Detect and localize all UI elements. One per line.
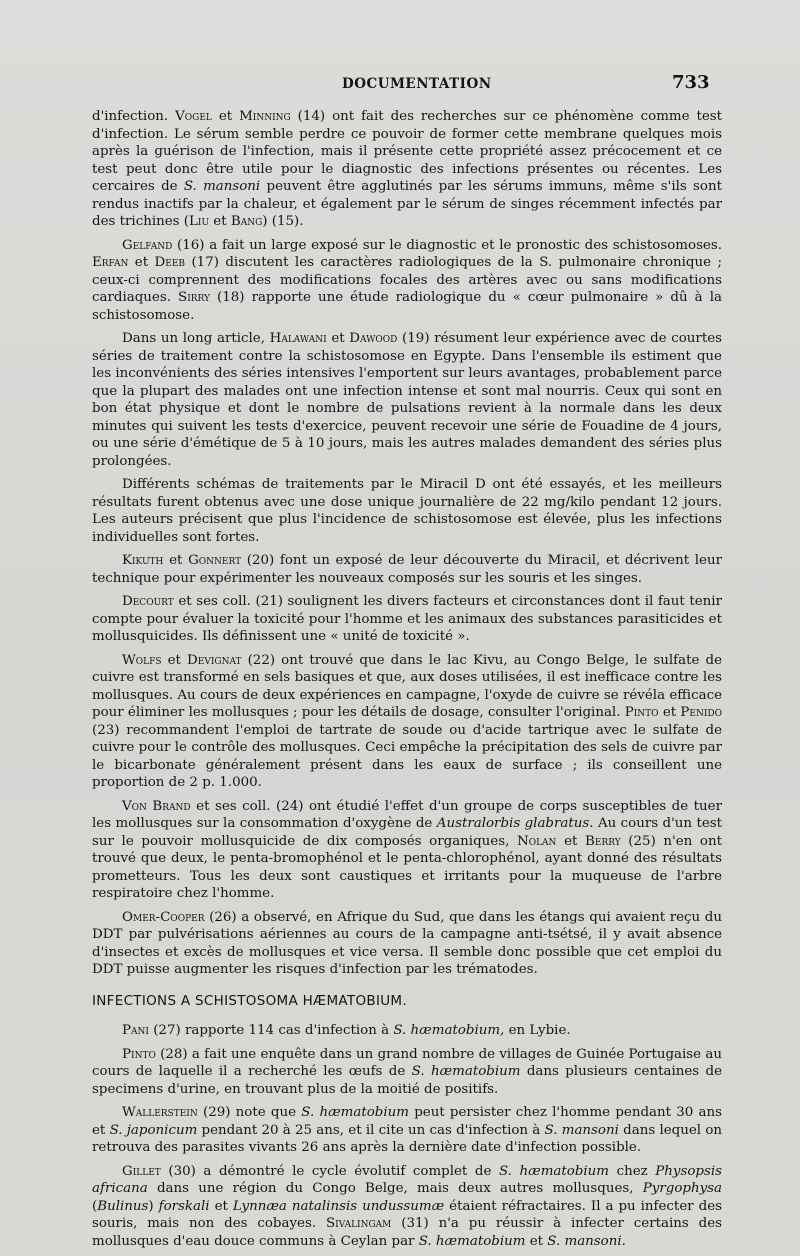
italic-term: S. hæmatobium	[418, 1233, 526, 1249]
italic-term: S. japonicum	[109, 1122, 198, 1138]
italic-term: Australorbis glabratus.	[436, 816, 594, 831]
text-run: Dans un long article,	[122, 331, 270, 346]
author-name: Gillet	[122, 1163, 161, 1179]
author-name: Dawood	[349, 331, 398, 346]
text-run: d'infection.	[92, 109, 176, 124]
author-name: Erfan	[92, 255, 129, 270]
paragraph-group-section	[92, 1022, 722, 1250]
text-run: pendant 20 à 25 ans, et il cite un cas d'infection à	[197, 1122, 545, 1138]
text-run: dans plusieurs centaines de specimens d'urine, en trouvant plus de la moitié de positifs.	[92, 1064, 722, 1097]
text-run: et	[163, 553, 189, 568]
paragraph	[92, 237, 722, 325]
author-name: Von Brand	[122, 798, 191, 814]
text-run: ) (15).	[262, 214, 304, 229]
author-name: Pani	[122, 1023, 149, 1038]
author-name: Nolan	[516, 833, 557, 849]
author-name: Gelfand	[122, 237, 173, 253]
running-title: DOCUMENTATION	[342, 76, 492, 92]
text-run: et	[556, 833, 586, 849]
page-header	[0, 72, 800, 96]
paragraph-group-main	[92, 108, 722, 979]
text-run: peut persister chez l'homme pendant 30 ans et	[92, 1105, 722, 1138]
text-run: (31) n'a pu réussir à infecter certains des mollusques d'eau douce communs à Ceylan par	[92, 1216, 723, 1249]
text-run: (29) note que	[197, 1105, 302, 1120]
text-run: (23) recommandent l'emploi de tartrate de soude ou d'acide tartrique avec le sulfate de cuivre pour le contrôle des mollusques. Ceci empêche la précipitation des sels de cuivre par le bicarbonate généralement présent dans les eaux de surface ; ils conseillent une proportion de 2 p. 1.000.	[92, 722, 722, 790]
text-run: peuvent être agglutinés par les sérums immuns, même s'ils sont rendus inactifs par la chaleur, et également par le sérum de singes récemment infectés par des trichines (	[92, 179, 722, 229]
italic-term: Bulinus	[97, 1198, 149, 1214]
paragraph	[92, 476, 722, 546]
italic-term: Pyrgophysa	[642, 1181, 722, 1196]
text-run: et	[326, 331, 350, 346]
text-run: et	[209, 214, 231, 229]
author-name: Sirry	[178, 290, 210, 305]
text-run: (25) n'en ont trouvé que deux, le penta-bromophénol et le penta-chlorophénol, ayant donné des résultats prometteurs. Tous les deux sont caustiques et irritants pour la muqueuse de l'arbre respiratoire chez l'homme.	[92, 833, 722, 901]
author-name: Minning	[239, 109, 291, 124]
italic-term: Physopsis africana	[92, 1163, 722, 1196]
author-name: Halawani	[269, 331, 327, 346]
paragraph	[92, 1163, 722, 1251]
paragraph	[92, 330, 722, 470]
text-run: dans lequel on retrouva des parasites vivants 26 ans après la dernière date d'infection possible.	[92, 1122, 723, 1155]
text-run: (17) discutent les caractères radiologiques de la S. pulmonaire chronique ; ceux-ci comprennent des modifications focales des artères avec ou sans modifications cardiaques.	[92, 255, 722, 305]
text-run: (19) résument leur expérience avec de courtes séries de traitement contre la schistosomose en Egypte. Dans l'ensemble ils estiment que les inconvénients des séries intensives l'emportent sur leurs avantages, probablement parce que la plupart des malades ont une infection intense et sont mal nourris. Ceux qui sont en bon état physique et dont le nombre de pulsations revient à la normale dans les deux minutes qui suivent les tests d'exercice, peuvent recevoir une série de Fouadine de 4 jours, ou une série d'émétique de 5 à 10 jours, mais les autres malades demandent des séries plus prolongées.	[92, 331, 723, 469]
text-run: et ses coll. (24) ont étudié l'effet d'un groupe de corps susceptibles de tuer les mollusques sur la consommation d'oxygène de	[92, 798, 723, 831]
paragraph	[92, 909, 722, 979]
author-name: Pinto	[122, 1046, 156, 1062]
author-name: Wallerstein	[122, 1105, 198, 1120]
text-run: (30) a démontré le cycle évolutif complet de	[160, 1163, 499, 1179]
author-name: Vogel	[175, 109, 212, 124]
text-run: Différents schémas de traitements par le Miracil D ont été essayés, et les meilleurs résultats furent obtenus avec une dose unique journalière de 22 mg/kilo pendant 12 jours. Les auteurs précisent que plus l'incidence de schistosomose est élevée, plus les infections individuelles sont fortes.	[92, 477, 722, 545]
author-name: Devignat	[187, 652, 242, 668]
paragraph	[92, 552, 722, 587]
paragraph	[92, 593, 722, 646]
text-run: et	[525, 1233, 548, 1249]
italic-term: S. hæmatobium	[301, 1105, 409, 1120]
text-run: (27) rapporte 114 cas d'infection à	[148, 1023, 394, 1038]
author-name: Deeb	[154, 255, 186, 270]
text-run: (16) a fait un large exposé sur le diagnostic et le pronostic des schistosomoses.	[172, 237, 722, 253]
author-name: Penido	[680, 705, 722, 720]
author-name: Liu	[189, 214, 210, 229]
italic-term: S. hæmatobium	[411, 1064, 521, 1079]
body-text	[92, 108, 722, 1256]
text-run: et	[128, 255, 155, 270]
text-run: (18) rapporte une étude radiologique du « cœur pulmonaire » dû à la schistosomose.	[92, 290, 722, 323]
section-title: INFECTIONS A SCHISTOSOMA HÆMATOBIUM.	[92, 992, 407, 1009]
text-run: (28) a fait une enquête dans un grand nombre de villages de Guinée Portugaise au cours de laquelle il a recherché les œufs de	[92, 1046, 722, 1079]
paragraph	[92, 652, 722, 792]
text-run: Au cours d'un test sur le pouvoir mollusquicide de dix composés organiques,	[92, 816, 723, 849]
text-run: en Lybie.	[504, 1023, 571, 1038]
text-run: )	[148, 1198, 159, 1214]
page-number: 733	[672, 72, 710, 93]
italic-term: S. mansoni	[544, 1122, 619, 1138]
text-run: dans une région du Congo Belge, mais deux autres mollusques,	[147, 1181, 643, 1196]
paragraph	[92, 1046, 722, 1099]
text-run: (26) a observé, en Afrique du Sud, que dans les étangs qui avaient reçu du DDT par pulvérisations aériennes au cours de la campagne anti-tsétsé, il y avait absence d'insectes et excès de mollusques et vice versa. Il semble donc possible que cet emploi du DDT puisse augmenter les risques d'infection par les trématodes.	[92, 909, 722, 977]
italic-term: S. mansoni.	[547, 1233, 626, 1249]
author-name: Decourt	[122, 594, 174, 609]
text-run: (	[92, 1198, 98, 1214]
text-run: (14) ont fait des recherches sur ce phénomène comme test d'infection. Le sérum semble perdre ce pouvoir de former cette membrane quelques mois après la guérison de l'infection, mais il présente cette propriété assez précocement et ce test peut donc être utile pour le diagnostic des infections présentes ou récentes. Les cercaires de	[92, 109, 723, 194]
italic-term: S. hæmatobium	[498, 1163, 610, 1179]
paragraph	[92, 1104, 722, 1157]
text-run: et	[161, 652, 188, 668]
author-name: Pinto	[624, 705, 659, 720]
italic-term: S. hæmatobium,	[393, 1023, 505, 1038]
paragraph	[92, 1022, 722, 1040]
text-run: chez	[609, 1163, 656, 1179]
author-name: Wolfs	[122, 652, 162, 668]
author-name: Omer-Cooper	[122, 909, 205, 925]
author-name: Kikuth	[122, 553, 164, 568]
paragraph	[92, 798, 722, 903]
author-name: Gonnert	[188, 553, 242, 568]
paragraph	[92, 108, 722, 231]
text-run: et	[658, 705, 681, 720]
text-run: et	[209, 1198, 233, 1214]
italic-term: S. mansoni	[183, 179, 261, 194]
text-run: et ses coll. (21) soulignent les divers facteurs et circonstances dont il faut tenir compte pour évaluer la toxicité pour l'homme et les animaux des substances parasiticides et mollusquicides. Ils définissent une « unité de toxicité ».	[92, 594, 722, 644]
text-run: (22) ont trouvé que dans le lac Kivu, au Congo Belge, le sulfate de cuivre est transformé en sels basiques et que, aux doses utilisées, il est inefficace contre les mollusques. Au cours de deux expériences en campagne, l'oxyde de cuivre se révéla efficace pour éliminer les mollusques ; pour les détails de dosage, consulter l'original.	[92, 652, 722, 720]
text-run: et	[211, 109, 240, 124]
text-run: (20) font un exposé de leur découverte du Miracil, et décrivent leur technique pour expérimenter les nouveaux composés sur les souris et les singes.	[92, 553, 722, 586]
italic-term: forskali	[158, 1198, 210, 1214]
author-name: Bang	[230, 214, 263, 229]
author-name: Sivalingam	[325, 1216, 392, 1231]
author-name: Berry	[585, 833, 621, 849]
italic-term: Lynnæa natalinsis undussumæ	[232, 1198, 445, 1214]
text-run: étaient réfractaires. Il a pu infecter des souris, mais non des cobayes.	[92, 1198, 722, 1231]
